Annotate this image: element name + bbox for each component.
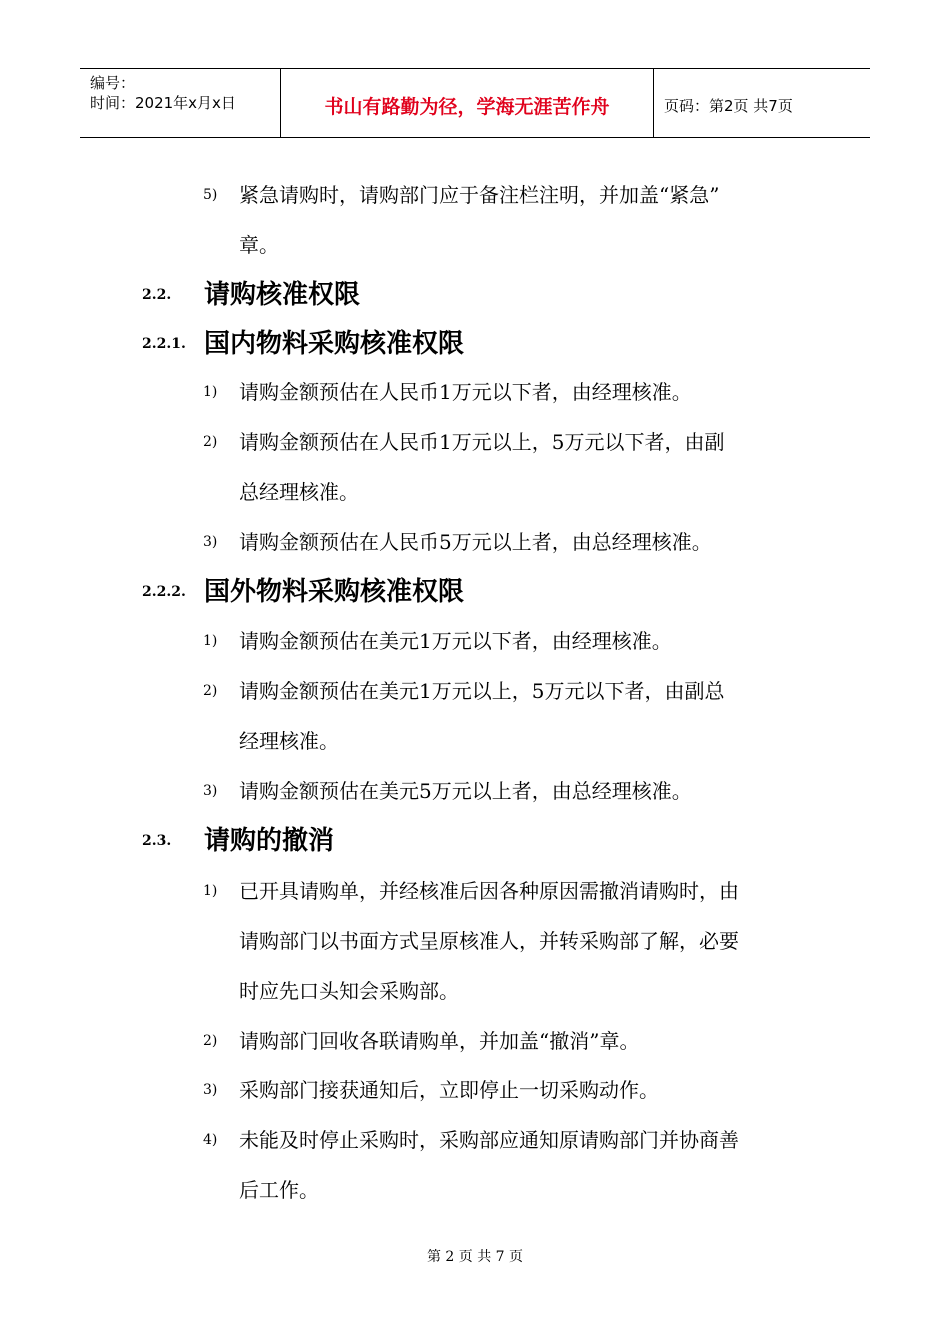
list-item-number: 2) (203, 683, 218, 699)
list-item-text: 总经理核准。 (239, 480, 359, 504)
list-item-number: 5) (203, 187, 218, 203)
list-item-text: 紧急请购时，请购部门应于备注栏注明，并加盖“紧急” (239, 183, 720, 207)
list-item-text: 时应先口头知会采购部。 (239, 979, 459, 1003)
document-time-label: 时间：2021年x月x日 (90, 94, 236, 112)
section-number: 2.3. (142, 833, 172, 849)
header-motto: 书山有路勤为径，学海无涯苦作舟 (281, 69, 654, 137)
section-title: 国外物料采购核准权限 (204, 577, 465, 607)
list-item-text: 请购金额预估在美元1万元以上，5万元以下者，由副总 (239, 679, 725, 703)
list-item-text: 请购金额预估在美元5万元以上者，由总经理核准。 (239, 779, 692, 803)
list-item-number: 2) (203, 1033, 218, 1049)
list-item-number: 1) (203, 633, 218, 649)
section-number: 2.2.2. (142, 584, 186, 600)
list-item-number: 3) (203, 1082, 218, 1098)
page-footer: 第 2 页 共 7 页 (426, 1249, 524, 1265)
list-item-text: 章。 (239, 233, 279, 257)
list-item-number: 2) (203, 434, 218, 450)
section-title: 请购的撤消 (204, 826, 335, 856)
section-title: 国内物料采购核准权限 (204, 329, 465, 359)
list-item-text: 未能及时停止采购时，采购部应通知原请购部门并协商善 (239, 1128, 739, 1152)
page-header (80, 68, 870, 138)
list-item-number: 1) (203, 883, 218, 899)
list-item-number: 3) (203, 783, 218, 799)
list-item-text: 请购金额预估在人民币1万元以下者，由经理核准。 (239, 380, 692, 404)
section-title: 请购核准权限 (204, 280, 361, 310)
header-left-cell (80, 69, 281, 137)
list-item-number: 1) (203, 384, 218, 400)
list-item-text: 请购金额预估在人民币5万元以上者，由总经理核准。 (239, 530, 712, 554)
list-item-text: 请购部门回收各联请购单，并加盖“撤消”章。 (239, 1029, 640, 1053)
section-number: 2.2. (142, 287, 172, 303)
header-page-code: 页码：第2页 共7页 (664, 96, 793, 115)
list-item-number: 4) (203, 1132, 218, 1148)
list-item-text: 经理核准。 (239, 729, 339, 753)
list-item-text: 请购金额预估在美元1万元以下者，由经理核准。 (239, 629, 672, 653)
document-number-label: 编号： (90, 74, 136, 92)
list-item-text: 后工作。 (239, 1178, 319, 1202)
list-item-number: 3) (203, 534, 218, 550)
list-item-text: 已开具请购单，并经核准后因各种原因需撤消请购时，由 (239, 879, 739, 903)
list-item-text: 采购部门接获通知后，立即停止一切采购动作。 (239, 1078, 659, 1102)
list-item-text: 请购金额预估在人民币1万元以上，5万元以下者，由副 (239, 430, 725, 454)
list-item-text: 请购部门以书面方式呈原核准人，并转采购部了解，必要 (239, 929, 739, 953)
section-number: 2.2.1. (142, 336, 186, 352)
